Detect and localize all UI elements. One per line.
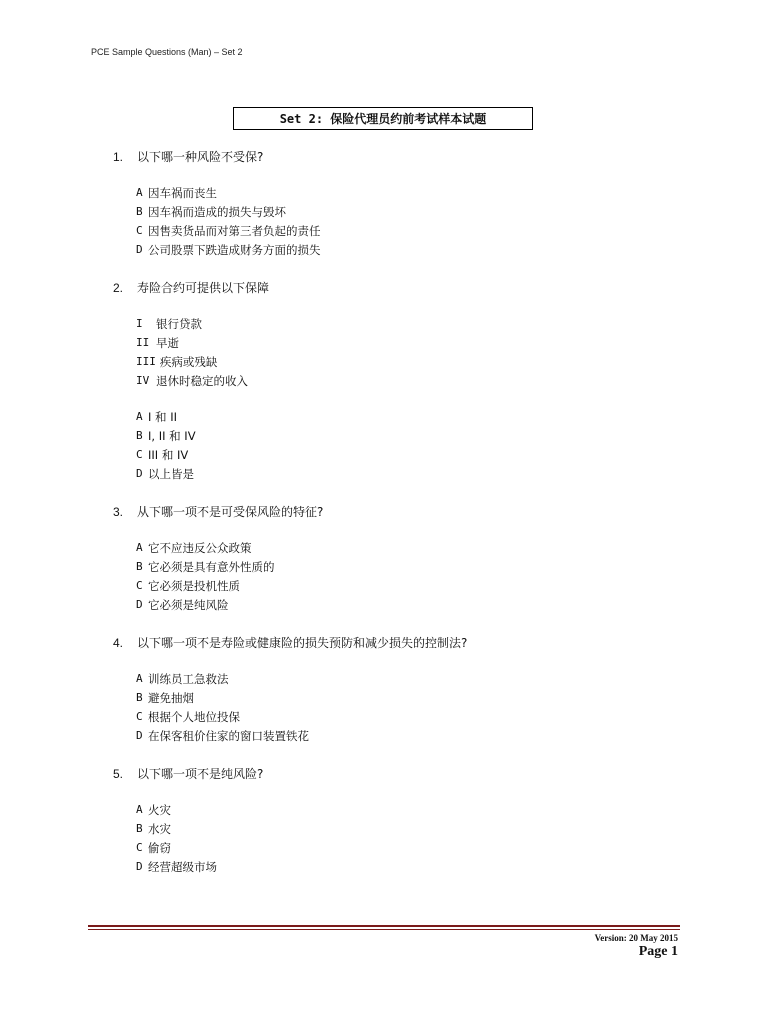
footer-rule-thin <box>88 929 680 930</box>
statement-iii: III 疾病或残缺 <box>136 354 218 369</box>
option-d: D 经营超级市场 <box>136 859 217 874</box>
option-c: C 因售卖货品而对第三者负起的责任 <box>136 223 321 238</box>
option-a: A 训练员工急救法 <box>136 671 229 686</box>
question-number: 5. <box>113 766 124 781</box>
option-d: D 它必须是纯风险 <box>136 597 229 612</box>
option-list <box>136 538 633 614</box>
option-a: A 因车祸而丧生 <box>136 185 217 200</box>
option-c: C 它必须是投机性质 <box>136 578 240 593</box>
option-b: B I, II 和 IV <box>136 428 196 443</box>
question-1 <box>113 147 633 259</box>
option-c: C 根据个人地位投保 <box>136 709 240 724</box>
option-c: C 偷窃 <box>136 840 171 855</box>
question-number: 1. <box>113 149 124 164</box>
option-b: B 因车祸而造成的损失与毁坏 <box>136 204 286 219</box>
footer-rule <box>88 925 680 927</box>
question-number: 2. <box>113 280 124 295</box>
option-c: C III 和 IV <box>136 447 189 462</box>
question-5 <box>113 764 633 876</box>
question-text: 从下哪一项不是可受保风险的特征? <box>137 505 324 519</box>
option-d: D 以上皆是 <box>136 466 194 481</box>
option-d: D 公司股票下跌造成财务方面的损失 <box>136 242 321 257</box>
option-b: B 水灾 <box>136 821 171 836</box>
question-3 <box>113 502 633 614</box>
option-list <box>136 407 633 483</box>
question-number: 3. <box>113 504 124 519</box>
question-4 <box>113 633 633 745</box>
option-list <box>136 669 633 745</box>
option-a: A 它不应违反公众政策 <box>136 540 252 555</box>
option-list <box>136 183 633 259</box>
statement-i: I 银行贷款 <box>136 316 202 331</box>
question-text: 以下哪一种风险不受保? <box>137 150 264 164</box>
option-d: D 在保客租价住家的窗口装置铁花 <box>136 728 309 743</box>
document-title: Set 2: 保险代理员约前考试样本试题 <box>233 107 533 130</box>
running-header: PCE Sample Questions (Man) – Set 2 <box>91 47 243 57</box>
question-text: 以下哪一项不是纯风险? <box>137 767 264 781</box>
option-list <box>136 800 633 876</box>
option-a: A 火灾 <box>136 802 171 817</box>
question-text: 寿险合约可提供以下保障 <box>137 281 270 295</box>
option-b: B 避免抽烟 <box>136 690 194 705</box>
question-text: 以下哪一项不是寿险或健康险的损失预防和减少损失的控制法? <box>137 636 468 650</box>
option-b: B 它必须是具有意外性质的 <box>136 559 275 574</box>
page-number: Page 1 <box>638 944 678 959</box>
option-a: A I 和 II <box>136 409 177 424</box>
statement-list <box>136 314 633 390</box>
question-list <box>113 147 633 876</box>
question-2 <box>113 278 633 483</box>
statement-ii: II 早逝 <box>136 335 179 350</box>
question-number: 4. <box>113 635 124 650</box>
version-label: Version: 20 May 2015 <box>594 933 678 943</box>
statement-iv: IV 退休时稳定的收入 <box>136 373 248 388</box>
